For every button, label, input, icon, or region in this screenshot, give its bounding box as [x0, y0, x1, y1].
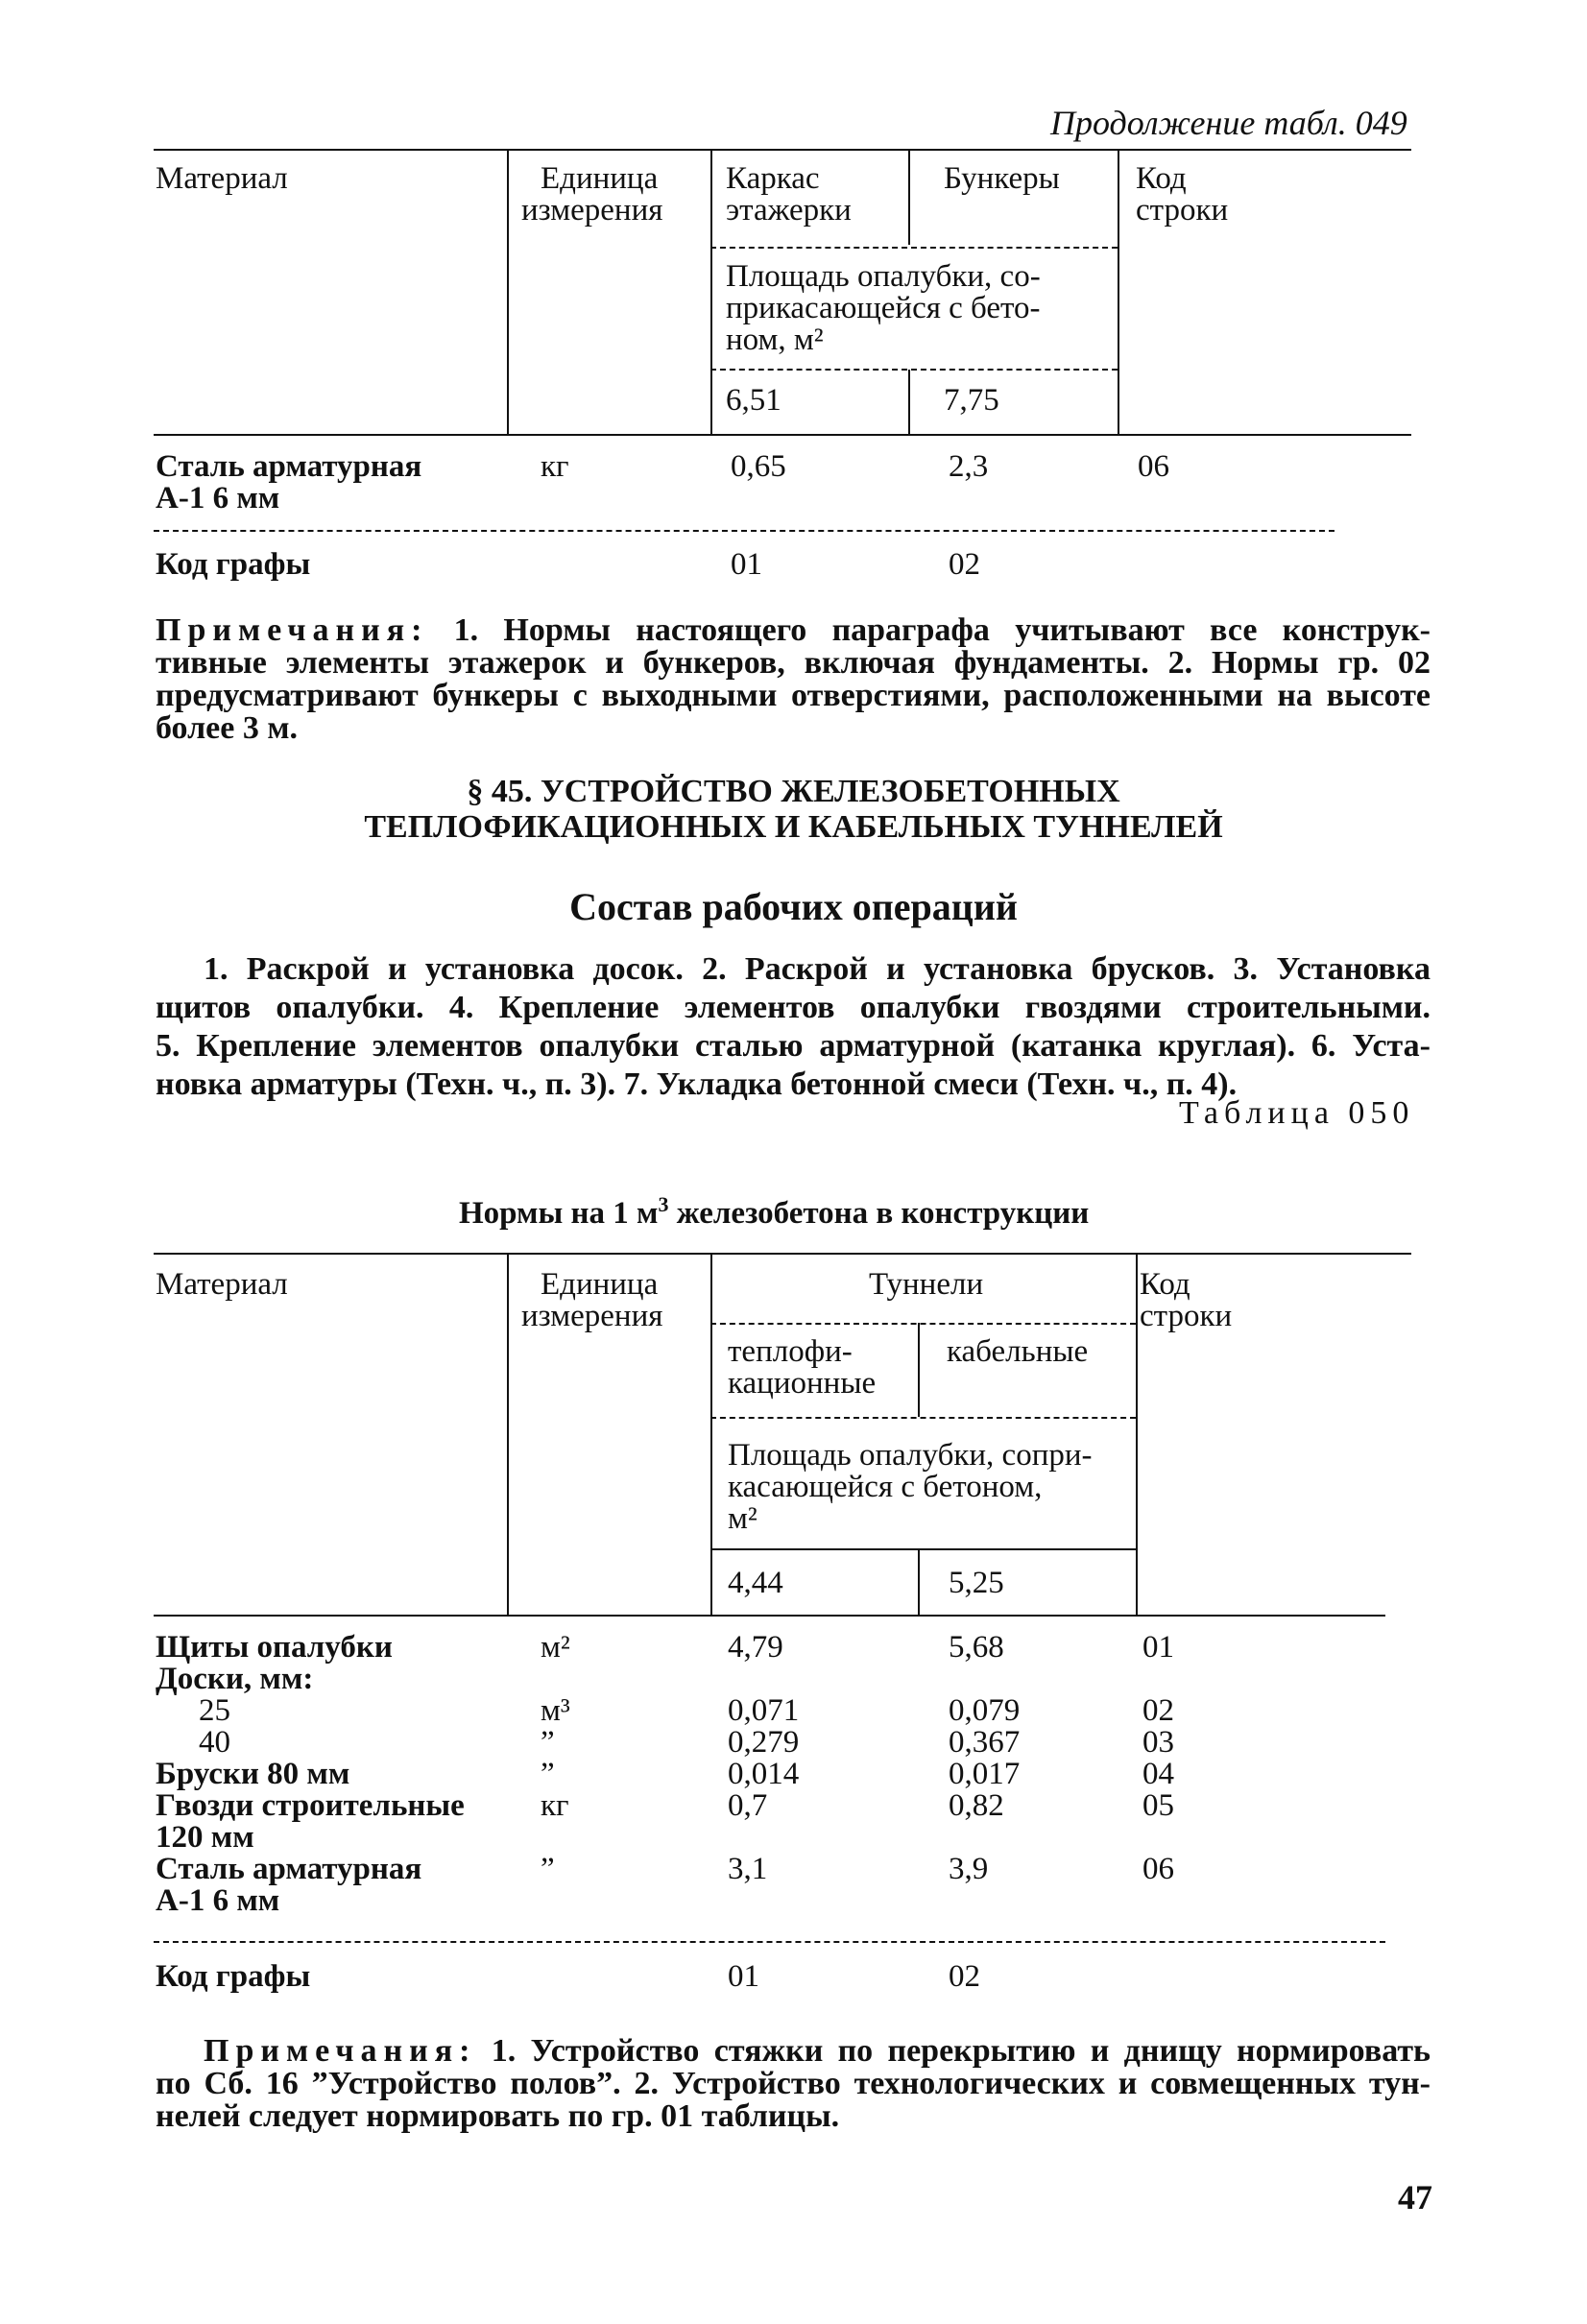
- column-rule: [507, 149, 509, 434]
- table-rule: [154, 530, 1335, 532]
- row-unit: ”: [541, 1852, 555, 1886]
- table-rule: [710, 1548, 1136, 1550]
- header-unit: Единица: [541, 161, 659, 196]
- row-code: 06: [1142, 1852, 1174, 1886]
- operations-text: [156, 950, 1431, 1104]
- row-code: 02: [1142, 1693, 1174, 1728]
- table-rule: [710, 247, 1118, 249]
- header-unit: измерения: [521, 1299, 663, 1333]
- header-heat: кационные: [728, 1366, 877, 1401]
- graph-code: 01: [728, 1959, 759, 1994]
- table-label: Таблица 050: [1179, 1095, 1415, 1131]
- row-material: Щиты опалубки: [156, 1630, 393, 1665]
- row-value: 3,1: [728, 1852, 768, 1886]
- note-prefix: Примечания:: [156, 612, 429, 648]
- operations-line: 5. Крепление элементов опалубки сталью арматурной (катанка круглая). 6. Уста-: [156, 1028, 1431, 1064]
- graph-code: 02: [949, 547, 980, 582]
- column-rule: [918, 1548, 920, 1615]
- row-value: 2,3: [949, 449, 989, 484]
- header-area: касающейся с бетоном,: [728, 1470, 1043, 1504]
- row-code: 01: [1142, 1630, 1174, 1665]
- note-050: [156, 2035, 1431, 2133]
- row-unit: ”: [541, 1757, 555, 1791]
- row-material: Гвозди строительные: [156, 1788, 465, 1823]
- table-rule: [154, 434, 1411, 436]
- page-number: 47: [1398, 2178, 1432, 2216]
- caption-text: железобетона в конструкции: [668, 1196, 1090, 1231]
- column-rule: [908, 370, 910, 434]
- table-caption: [459, 1192, 1090, 1231]
- operations-line: щитов опалубки. 4. Крепление элементов опалубки гвоздями строительными.: [156, 990, 1431, 1025]
- column-rule: [507, 1253, 509, 1615]
- section-title: ТЕПЛОФИКАЦИОННЫХ И КАБЕЛЬНЫХ ТУННЕЛЕЙ: [364, 809, 1223, 845]
- header-tunnels: Туннели: [869, 1267, 984, 1302]
- note-text: более 3 м.: [156, 710, 299, 746]
- note-text: тивные элементы этажерок и бункеров, включая фундаменты. 2. Нормы гр. 02: [156, 645, 1431, 681]
- note-text: нелей следует нормировать по гр. 01 таблицы.: [156, 2098, 840, 2134]
- note-text: 1. Нормы настоящего параграфа учитывают все конструк-: [428, 612, 1431, 648]
- header-code: Код: [1140, 1267, 1190, 1302]
- note-text: предусматривают бункеры с выходными отверстиями, расположенными на высоте: [156, 678, 1431, 713]
- row-value: 0,279: [728, 1725, 800, 1760]
- table-rule: [710, 1417, 1136, 1419]
- column-rule: [710, 1253, 712, 1615]
- row-unit: кг: [541, 1788, 569, 1823]
- row-value: 0,071: [728, 1693, 800, 1728]
- continuation-label: Продолжение табл. 049: [1050, 104, 1407, 142]
- header-code: строки: [1140, 1299, 1233, 1333]
- header-heat: теплофи-: [728, 1334, 853, 1369]
- area-value: 6,51: [726, 383, 781, 418]
- row-value: 5,68: [949, 1630, 1004, 1665]
- row-unit: кг: [541, 449, 569, 484]
- header-area: прикасающейся с бето-: [726, 291, 1041, 325]
- caption-superscript: 3: [658, 1192, 669, 1216]
- header-area: Площадь опалубки, сопри-: [728, 1438, 1093, 1473]
- note-049: [156, 614, 1431, 745]
- area-value: 5,25: [949, 1566, 1004, 1600]
- header-code: строки: [1136, 193, 1229, 228]
- graph-code-label: Код графы: [156, 547, 311, 582]
- column-rule: [710, 149, 712, 434]
- row-material: 120 мм: [156, 1820, 254, 1855]
- note-text: по Сб. 16 ”Устройство полов”. 2. Устройство технологических и совмещенных тун-: [156, 2066, 1431, 2101]
- column-rule: [1136, 1253, 1138, 1615]
- header-cable: кабельные: [947, 1334, 1089, 1369]
- header-bunkers: Бункеры: [944, 161, 1060, 196]
- area-value: 4,44: [728, 1566, 783, 1600]
- section-title: § 45. УСТРОЙСТВО ЖЕЛЕЗОБЕТОННЫХ: [467, 774, 1120, 809]
- column-rule: [908, 149, 910, 245]
- graph-code: 02: [949, 1959, 980, 1994]
- note-text: 1. Устройство стяжки по перекрытию и днищу нормировать: [476, 2033, 1431, 2069]
- row-material: Сталь арматурная: [156, 449, 422, 484]
- column-rule: [918, 1323, 920, 1417]
- row-code: 03: [1142, 1725, 1174, 1760]
- graph-code: 01: [731, 547, 762, 582]
- row-code: 04: [1142, 1757, 1174, 1791]
- row-material: А-1 6 мм: [156, 1883, 280, 1918]
- table-rule: [154, 1941, 1385, 1943]
- table-rule: [154, 1253, 1411, 1255]
- row-material: 40: [199, 1725, 230, 1760]
- row-value: 0,079: [949, 1693, 1021, 1728]
- caption-text: Нормы на 1 м: [459, 1196, 659, 1231]
- row-material: Сталь арматурная: [156, 1852, 422, 1886]
- row-value: 0,367: [949, 1725, 1021, 1760]
- row-code: 05: [1142, 1788, 1174, 1823]
- operations-line: 1. Раскрой и установка досок. 2. Раскрой и установка брусков. 3. Установка: [204, 951, 1431, 987]
- header-unit: измерения: [521, 193, 663, 228]
- row-material: Доски, мм:: [156, 1662, 314, 1696]
- header-frame: этажерки: [726, 193, 852, 228]
- graph-code-label: Код графы: [156, 1959, 311, 1994]
- header-material: Материал: [156, 161, 288, 196]
- header-material: Материал: [156, 1267, 288, 1302]
- header-unit: Единица: [541, 1267, 659, 1302]
- operations-line: новка арматуры (Техн. ч., п. 3). 7. Укладка бетонной смеси (Техн. ч., п. 4).: [156, 1066, 1238, 1102]
- operations-title: Состав рабочих операций: [569, 885, 1018, 928]
- note-prefix: Примечания:: [204, 2033, 477, 2069]
- area-value: 7,75: [944, 383, 999, 418]
- header-frame: Каркас: [726, 161, 820, 196]
- row-value: 4,79: [728, 1630, 783, 1665]
- row-value: 3,9: [949, 1852, 989, 1886]
- row-value: 0,017: [949, 1757, 1021, 1791]
- header-area: Площадь опалубки, со-: [726, 259, 1041, 294]
- table-rule: [154, 1615, 1385, 1617]
- header-area: ном, м²: [726, 323, 824, 357]
- row-value: 0,65: [731, 449, 786, 484]
- header-code: Код: [1136, 161, 1187, 196]
- row-value: 0,7: [728, 1788, 768, 1823]
- table-rule: [154, 149, 1411, 151]
- row-code: 06: [1138, 449, 1169, 484]
- row-material: Бруски 80 мм: [156, 1757, 350, 1791]
- row-unit: м³: [541, 1693, 570, 1728]
- row-value: 0,014: [728, 1757, 800, 1791]
- row-material: 25: [199, 1693, 230, 1728]
- table-rule: [710, 1323, 1136, 1325]
- row-unit: ”: [541, 1725, 555, 1760]
- row-value: 0,82: [949, 1788, 1004, 1823]
- column-rule: [1118, 149, 1119, 434]
- header-area: м²: [728, 1501, 757, 1536]
- row-unit: м²: [541, 1630, 570, 1665]
- table-rule: [710, 369, 1118, 371]
- row-material: А-1 6 мм: [156, 481, 280, 515]
